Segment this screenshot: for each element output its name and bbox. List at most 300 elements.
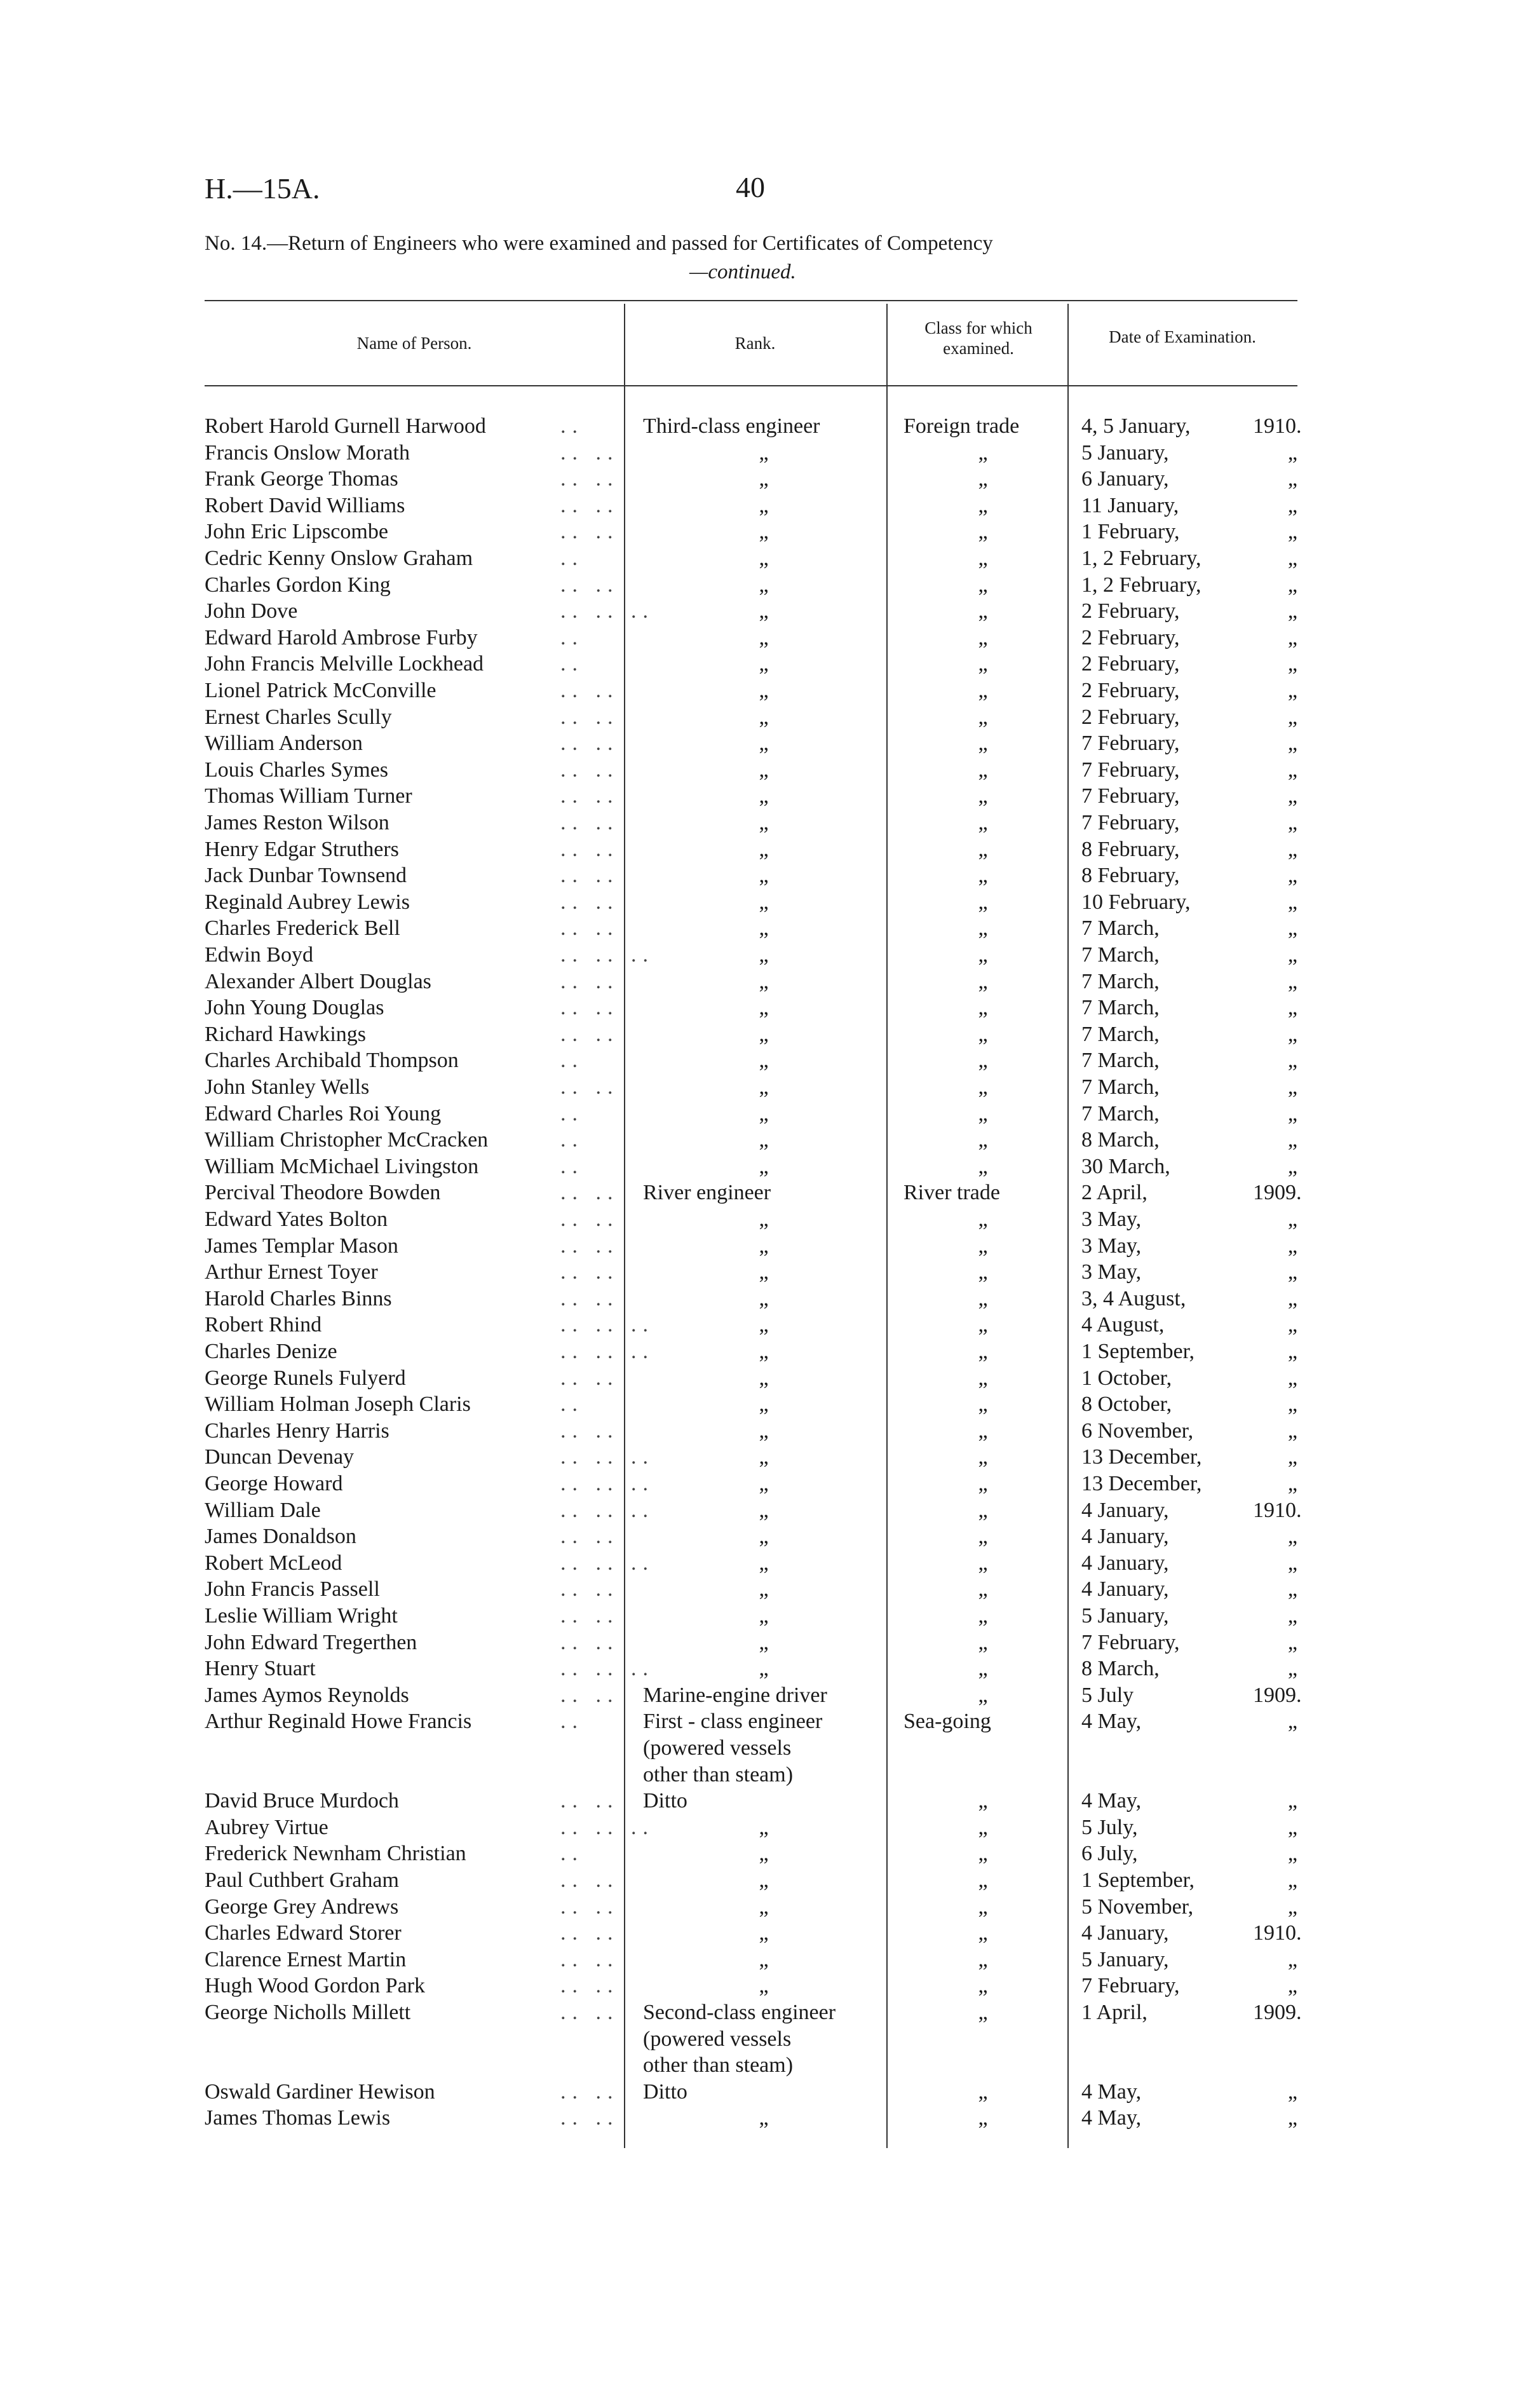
table-row xyxy=(205,1735,1297,1762)
table-row xyxy=(205,1180,1302,1206)
leader-dots: .. xyxy=(560,1154,584,1178)
rank-cell: „ xyxy=(759,599,769,623)
table-row xyxy=(205,677,1297,704)
date-year-cell: „ xyxy=(1287,2106,1297,2130)
class-cell: „ xyxy=(978,811,988,834)
table-row xyxy=(205,466,1297,493)
col-header-date: Date of Examination. xyxy=(1109,327,1256,346)
person-name: Lionel Patrick McConville xyxy=(205,679,437,702)
date-day-cell: 30 March, xyxy=(1081,1154,1170,1178)
rank-cell: „ xyxy=(759,1842,769,1866)
class-cell: „ xyxy=(978,1657,988,1681)
table-row xyxy=(205,757,1297,784)
date-day-cell: 7 February, xyxy=(1081,811,1180,834)
class-cell: „ xyxy=(978,1154,988,1178)
leader-dots: .. .. xyxy=(560,705,619,729)
rank-cell: „ xyxy=(759,1313,769,1337)
class-cell: „ xyxy=(978,1286,988,1310)
class-cell: „ xyxy=(978,1445,988,1469)
person-name: Reginald Aubrey Lewis xyxy=(205,890,410,914)
leader-dots: .. .. .. xyxy=(560,943,654,967)
class-cell: „ xyxy=(978,969,988,993)
table-row xyxy=(205,625,1297,651)
person-name: John Stanley Wells xyxy=(205,1075,370,1099)
table-row xyxy=(205,942,1297,969)
class-cell: „ xyxy=(978,1842,988,1866)
class-cell: „ xyxy=(978,1868,988,1892)
date-year-cell: „ xyxy=(1287,1842,1297,1866)
table-row xyxy=(205,1471,1297,1497)
date-day-cell: 4 May, xyxy=(1081,2106,1142,2130)
leader-dots: .. .. xyxy=(560,573,619,597)
date-year-cell: 1910. xyxy=(1253,1921,1302,1945)
person-name: George Runels Fulyerd xyxy=(205,1366,406,1390)
table-row xyxy=(205,413,1302,440)
rank-cell: First - class engineer xyxy=(643,1710,823,1734)
rank-cell: „ xyxy=(759,1657,769,1681)
table-row xyxy=(205,995,1297,1021)
date-year-cell: 1910. xyxy=(1253,1498,1302,1522)
rank-cell: „ xyxy=(759,943,769,967)
person-name: Henry Edgar Struthers xyxy=(205,837,399,861)
leader-dots: .. .. xyxy=(560,1630,619,1654)
table-row xyxy=(205,704,1297,731)
date-day-cell: 5 July xyxy=(1081,1683,1134,1707)
date-day-cell: 8 February, xyxy=(1081,864,1180,888)
leader-dots: .. xyxy=(560,1128,584,1152)
leader-dots: .. .. xyxy=(560,890,619,914)
table-row xyxy=(205,1788,1297,1814)
table-row xyxy=(205,810,1297,836)
class-cell: „ xyxy=(978,1472,988,1495)
person-name: Clarence Ernest Martin xyxy=(205,1947,407,1971)
date-day-cell: 2 February, xyxy=(1081,652,1180,676)
person-name: Frank George Thomas xyxy=(205,467,398,491)
date-year-cell: „ xyxy=(1287,1260,1297,1284)
rank-cell: „ xyxy=(759,547,769,570)
class-cell: „ xyxy=(978,493,988,517)
rank-cell: „ xyxy=(759,1921,769,1945)
class-cell: „ xyxy=(978,1921,988,1945)
date-day-cell: 7 February, xyxy=(1081,1974,1180,1998)
class-cell: „ xyxy=(978,1207,988,1231)
table-row xyxy=(205,889,1297,916)
leader-dots: .. .. xyxy=(560,811,619,834)
date-day-cell: 10 February, xyxy=(1081,890,1191,914)
table-row xyxy=(205,1338,1297,1365)
rank-cell: other than steam) xyxy=(643,2053,794,2078)
date-year-cell: „ xyxy=(1287,1551,1297,1575)
class-cell: „ xyxy=(978,2079,988,2104)
rank-cell: „ xyxy=(759,1604,769,1628)
rank-cell: „ xyxy=(759,573,769,597)
leader-dots: .. .. .. xyxy=(560,1498,654,1522)
date-year-cell: „ xyxy=(1287,890,1297,914)
leader-dots: .. xyxy=(560,1710,584,1734)
rank-cell: „ xyxy=(759,890,769,914)
date-day-cell: 6 November, xyxy=(1081,1418,1194,1443)
class-cell: „ xyxy=(978,1234,988,1258)
class-cell: „ xyxy=(978,2106,988,2130)
date-day-cell: 3 May, xyxy=(1081,1260,1142,1284)
header-top-rule xyxy=(205,300,1297,301)
person-name: Percival Theodore Bowden xyxy=(205,1181,441,1205)
rank-cell: „ xyxy=(759,864,769,888)
person-name: William Christopher McCracken xyxy=(205,1128,489,1152)
leader-dots: .. .. .. xyxy=(560,599,654,623)
person-name: George Howard xyxy=(205,1472,343,1495)
rank-cell: Third-class engineer xyxy=(643,414,820,438)
table-row xyxy=(205,1576,1297,1603)
leader-dots: .. xyxy=(560,652,584,676)
table-row xyxy=(205,1999,1302,2026)
leader-dots: .. .. xyxy=(560,969,619,993)
table-row xyxy=(205,2105,1297,2132)
date-year-cell: „ xyxy=(1287,1947,1297,1971)
leader-dots: .. .. xyxy=(560,1683,619,1707)
date-day-cell: 7 March, xyxy=(1081,1022,1160,1046)
leader-dots: .. .. xyxy=(560,467,619,491)
class-cell: „ xyxy=(978,599,988,623)
rank-cell: „ xyxy=(759,1260,769,1284)
date-day-cell: 4, 5 January, xyxy=(1081,414,1191,438)
person-name: John Eric Lipscombe xyxy=(205,520,388,544)
leader-dots: .. .. xyxy=(560,1789,619,1813)
date-day-cell: 8 March, xyxy=(1081,1657,1160,1681)
table-row xyxy=(205,1206,1297,1233)
date-day-cell: 1 September, xyxy=(1081,1868,1195,1892)
person-name: James Donaldson xyxy=(205,1525,356,1549)
date-day-cell: 4 January, xyxy=(1081,1577,1169,1602)
col-header-name: Name of Person. xyxy=(356,334,472,353)
class-cell: „ xyxy=(978,1101,988,1126)
date-day-cell: 1 October, xyxy=(1081,1366,1172,1390)
date-day-cell: 4 January, xyxy=(1081,1498,1169,1522)
table-row xyxy=(205,1603,1297,1629)
date-day-cell: 2 February, xyxy=(1081,625,1180,650)
date-year-cell: „ xyxy=(1287,943,1297,967)
leader-dots: .. xyxy=(560,414,584,438)
table-row xyxy=(205,783,1297,810)
person-name: John Edward Tregerthen xyxy=(205,1630,417,1654)
date-day-cell: 7 February, xyxy=(1081,731,1180,756)
date-year-cell: „ xyxy=(1287,679,1297,702)
person-name: Cedric Kenny Onslow Graham xyxy=(205,547,473,570)
rank-cell: „ xyxy=(759,1154,769,1178)
table-row xyxy=(205,1391,1297,1418)
class-cell: „ xyxy=(978,705,988,729)
rank-cell: „ xyxy=(759,1472,769,1495)
date-year-cell: „ xyxy=(1287,520,1297,544)
leader-dots: .. .. xyxy=(560,837,619,861)
table-row xyxy=(205,969,1297,995)
person-name: Charles Edward Storer xyxy=(205,1921,402,1945)
person-name: John Francis Melville Lockhead xyxy=(205,652,484,676)
date-year-cell: „ xyxy=(1287,784,1297,808)
rank-cell: „ xyxy=(759,2106,769,2130)
date-year-cell: „ xyxy=(1287,440,1297,465)
leader-dots: .. xyxy=(560,1101,584,1126)
date-year-cell: „ xyxy=(1287,1286,1297,1310)
class-cell: „ xyxy=(978,1604,988,1628)
table-row xyxy=(205,1523,1297,1550)
leader-dots: .. .. xyxy=(560,1207,619,1231)
rank-cell: „ xyxy=(759,1049,769,1073)
date-day-cell: 4 January, xyxy=(1081,1551,1169,1575)
date-day-cell: 2 February, xyxy=(1081,679,1180,702)
class-cell: „ xyxy=(978,784,988,808)
table-row xyxy=(205,1047,1297,1074)
table-row xyxy=(205,1867,1297,1894)
person-name: Ernest Charles Scully xyxy=(205,705,392,729)
person-name: James Templar Mason xyxy=(205,1234,398,1258)
date-year-cell: „ xyxy=(1287,625,1297,650)
rank-cell: other than steam) xyxy=(643,1762,794,1786)
date-year-cell: „ xyxy=(1287,1101,1297,1126)
table-row xyxy=(205,1418,1297,1445)
table-row xyxy=(205,572,1297,599)
table-row xyxy=(205,862,1297,889)
date-year-cell: 1909. xyxy=(1253,2001,1302,2024)
person-name: Robert David Williams xyxy=(205,493,405,517)
rank-cell: „ xyxy=(759,467,769,491)
class-cell: „ xyxy=(978,1022,988,1046)
date-day-cell: 11 January, xyxy=(1081,493,1179,517)
date-day-cell: 1 September, xyxy=(1081,1340,1195,1363)
leader-dots: .. .. xyxy=(560,679,619,702)
table-row xyxy=(205,1074,1297,1101)
table-row xyxy=(205,651,1297,677)
rank-cell: „ xyxy=(759,837,769,861)
date-year-cell: 1910. xyxy=(1253,414,1302,438)
class-cell: Sea-going xyxy=(904,1710,991,1734)
rank-cell: Marine-engine driver xyxy=(643,1683,827,1707)
person-name: William Dale xyxy=(205,1498,321,1522)
date-day-cell: 3, 4 August, xyxy=(1081,1286,1186,1310)
date-day-cell: 5 January, xyxy=(1081,440,1169,465)
table-row xyxy=(205,545,1297,572)
class-cell: „ xyxy=(978,1128,988,1152)
leader-dots: .. .. .. xyxy=(560,1472,654,1495)
person-name: Charles Denize xyxy=(205,1340,337,1363)
rank-cell: „ xyxy=(759,784,769,808)
table-row xyxy=(205,915,1297,942)
date-year-cell: „ xyxy=(1287,1022,1297,1046)
class-cell: „ xyxy=(978,837,988,861)
table-title-continued: —continued. xyxy=(689,261,796,283)
table-row xyxy=(205,1233,1297,1260)
date-day-cell: 1 April, xyxy=(1081,2001,1147,2024)
date-year-cell: „ xyxy=(1287,1657,1297,1681)
leader-dots: .. .. xyxy=(560,1286,619,1310)
date-year-cell: „ xyxy=(1287,1472,1297,1495)
person-name: Frederick Newnham Christian xyxy=(205,1842,466,1866)
date-year-cell: „ xyxy=(1287,758,1297,782)
person-name: Robert Rhind xyxy=(205,1313,322,1337)
leader-dots: .. .. xyxy=(560,1974,619,1998)
date-day-cell: 1, 2 February, xyxy=(1081,547,1201,570)
rank-cell: „ xyxy=(759,1445,769,1469)
class-cell: „ xyxy=(978,652,988,676)
date-day-cell: 3 May, xyxy=(1081,1207,1142,1231)
date-day-cell: 4 January, xyxy=(1081,1921,1169,1945)
date-year-cell: „ xyxy=(1287,1154,1297,1178)
leader-dots: .. .. xyxy=(560,1234,619,1258)
leader-dots: .. .. xyxy=(560,1577,619,1602)
rank-cell: „ xyxy=(759,1234,769,1258)
date-year-cell: „ xyxy=(1287,1049,1297,1073)
rank-cell: „ xyxy=(759,705,769,729)
date-day-cell: 8 February, xyxy=(1081,837,1180,861)
rank-cell: „ xyxy=(759,1525,769,1549)
person-name: Robert Harold Gurnell Harwood xyxy=(205,414,486,438)
leader-dots: .. .. xyxy=(560,520,619,544)
date-year-cell: „ xyxy=(1287,1418,1297,1443)
class-cell: „ xyxy=(978,2001,988,2024)
person-name: James Reston Wilson xyxy=(205,811,389,834)
class-cell: „ xyxy=(978,625,988,650)
rank-cell: „ xyxy=(759,1418,769,1443)
date-year-cell: „ xyxy=(1287,1815,1297,1839)
person-name: Edward Charles Roi Young xyxy=(205,1101,442,1126)
person-name: Robert McLeod xyxy=(205,1551,342,1575)
date-day-cell: 5 January, xyxy=(1081,1604,1169,1628)
date-day-cell: 7 March, xyxy=(1081,1075,1160,1099)
table-row xyxy=(205,598,1297,625)
page-ref: H.—15A. xyxy=(205,172,320,205)
leader-dots: .. .. .. xyxy=(560,1313,654,1337)
table-row xyxy=(205,1021,1297,1048)
class-cell: „ xyxy=(978,679,988,702)
date-year-cell: „ xyxy=(1287,731,1297,756)
date-year-cell: „ xyxy=(1287,1868,1297,1892)
leader-dots: .. .. xyxy=(560,731,619,756)
date-year-cell: „ xyxy=(1287,1128,1297,1152)
leader-dots: .. .. xyxy=(560,2001,619,2024)
person-name: Leslie William Wright xyxy=(205,1604,398,1628)
class-cell: River trade xyxy=(904,1181,1000,1205)
table-row xyxy=(205,1286,1297,1312)
person-name: John Francis Passell xyxy=(205,1577,380,1602)
date-day-cell: 4 August, xyxy=(1081,1313,1165,1337)
class-cell: „ xyxy=(978,916,988,941)
date-year-cell: „ xyxy=(1287,1366,1297,1390)
class-cell: „ xyxy=(978,943,988,967)
table-row xyxy=(205,493,1297,519)
table-row xyxy=(205,1814,1297,1841)
rank-cell: „ xyxy=(759,520,769,544)
class-cell: „ xyxy=(978,573,988,597)
person-name: Louis Charles Symes xyxy=(205,758,388,782)
date-year-cell: „ xyxy=(1287,1340,1297,1363)
date-year-cell: „ xyxy=(1287,1894,1297,1919)
leader-dots: .. .. xyxy=(560,1868,619,1892)
rank-cell: „ xyxy=(759,1551,769,1575)
leader-dots: .. .. xyxy=(560,784,619,808)
rank-cell: „ xyxy=(759,1366,769,1390)
leader-dots: .. .. xyxy=(560,493,619,517)
table-row xyxy=(205,1127,1297,1153)
table-row xyxy=(205,2026,1297,2053)
class-cell: Foreign trade xyxy=(904,414,1020,438)
person-name: William Anderson xyxy=(205,731,363,756)
person-name: Duncan Devenay xyxy=(205,1445,355,1469)
rank-cell: „ xyxy=(759,811,769,834)
class-cell: „ xyxy=(978,467,988,491)
person-name: Aubrey Virtue xyxy=(205,1815,328,1839)
date-day-cell: 7 March, xyxy=(1081,996,1160,1020)
rank-cell: „ xyxy=(759,758,769,782)
rank-cell: „ xyxy=(759,969,769,993)
leader-dots: .. .. xyxy=(560,1181,619,1205)
date-day-cell: 2 February, xyxy=(1081,705,1180,729)
date-year-cell: „ xyxy=(1287,1392,1297,1417)
rank-cell: „ xyxy=(759,1868,769,1892)
rank-cell: „ xyxy=(759,916,769,941)
person-name: James Thomas Lewis xyxy=(205,2106,391,2130)
date-year-cell: „ xyxy=(1287,1974,1297,1998)
class-cell: „ xyxy=(978,1049,988,1073)
rank-cell: „ xyxy=(759,1577,769,1602)
rank-cell: „ xyxy=(759,1286,769,1310)
table-row xyxy=(205,1365,1297,1392)
date-day-cell: 7 February, xyxy=(1081,784,1180,808)
rank-cell: „ xyxy=(759,1207,769,1231)
class-cell: „ xyxy=(978,1789,988,1813)
person-name: Paul Cuthbert Graham xyxy=(205,1868,399,1892)
date-year-cell: „ xyxy=(1287,705,1297,729)
person-name: Alexander Albert Douglas xyxy=(205,969,431,993)
leader-dots: .. .. xyxy=(560,1604,619,1628)
class-cell: „ xyxy=(978,758,988,782)
date-day-cell: 4 May, xyxy=(1081,2079,1142,2104)
person-name: George Nicholls Millett xyxy=(205,2001,411,2024)
date-day-cell: 5 January, xyxy=(1081,1947,1169,1971)
header-bottom-rule xyxy=(205,385,1297,386)
date-year-cell: 1909. xyxy=(1253,1181,1302,1205)
date-year-cell: „ xyxy=(1287,2079,1297,2104)
date-year-cell: „ xyxy=(1287,1710,1297,1734)
class-cell: „ xyxy=(978,1551,988,1575)
table-row xyxy=(205,1973,1297,1999)
date-day-cell: 3 May, xyxy=(1081,1234,1142,1258)
table-row xyxy=(205,1101,1297,1127)
person-name: Edward Harold Ambrose Furby xyxy=(205,625,478,650)
rank-cell: River engineer xyxy=(643,1181,771,1205)
leader-dots: .. .. .. xyxy=(560,1657,654,1681)
date-day-cell: 7 March, xyxy=(1081,916,1160,941)
table-row xyxy=(205,1629,1297,1656)
rank-cell: „ xyxy=(759,1894,769,1919)
person-name: David Bruce Murdoch xyxy=(205,1789,399,1813)
leader-dots: .. .. .. xyxy=(560,1815,654,1839)
date-day-cell: 1 February, xyxy=(1081,520,1180,544)
table-row xyxy=(205,440,1297,466)
class-cell: „ xyxy=(978,1418,988,1443)
date-year-cell: „ xyxy=(1287,1075,1297,1099)
date-year-cell: „ xyxy=(1287,864,1297,888)
rank-cell: „ xyxy=(759,679,769,702)
person-name: Oswald Gardiner Hewison xyxy=(205,2079,435,2104)
date-year-cell: „ xyxy=(1287,599,1297,623)
date-day-cell: 1, 2 February, xyxy=(1081,573,1201,597)
class-cell: „ xyxy=(978,864,988,888)
leader-dots: .. .. xyxy=(560,1260,619,1284)
leader-dots: .. .. xyxy=(560,916,619,941)
leader-dots: .. .. xyxy=(560,758,619,782)
rank-cell: „ xyxy=(759,652,769,676)
rank-cell: „ xyxy=(759,1815,769,1839)
